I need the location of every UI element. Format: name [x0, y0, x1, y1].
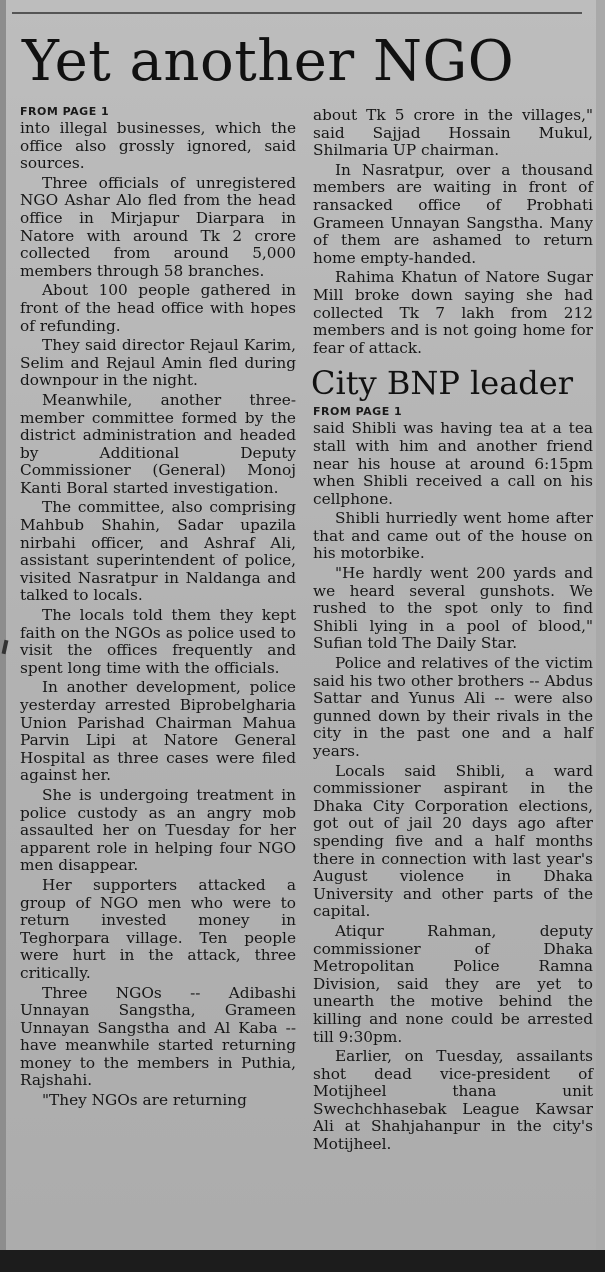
- paragraph: Her supporters attacked a group of NGO men who were to return invested money in Teghorpara village. Ten people were hurt in the attack, three critically.: [20, 875, 296, 982]
- paragraph: In Nasratpur, over a thousand members are waiting in front of ransacked office of Probhati Grameen Unnayan Sangstha. Many of them are ashamed to return home empty-handed.: [313, 160, 593, 267]
- paragraph: about Tk 5 crore in the villages," said Sajjad Hossain Mukul, Shilmaria UP chairman.: [313, 106, 593, 160]
- paragraph: The committee, also comprising Mahbub Shahin, Sadar upazila nirbahi officer, and Ashraf Ali, assistant superintendent of police, visited Nasratpur in Naldanga and talked to locals.: [20, 498, 296, 605]
- paragraph: Locals said Shibli, a ward commissioner aspirant in the Dhaka City Corporation elections, got out of jail 20 days ago after spending five and a half months there in connection with last year's August violence in Dhaka University and other parts of the capital.: [313, 761, 593, 921]
- paragraph: Three officials of unregistered NGO Ashar Alo fled from the head office in Mirjapur Diarpara in Natore with around Tk 2 crore collected from around 5,000 members through 58 branches.: [20, 173, 296, 280]
- headline: Yet another NGO: [22, 29, 515, 94]
- paragraph: Earlier, on Tuesday, assailants shot dead vice-president of Motijheel thana unit Swechchhasebak League Kawsar Ali at Shahjahanpur in the city's Motijheel.: [313, 1047, 593, 1154]
- jump-label: FROM PAGE 1: [313, 405, 403, 419]
- top-rule: [12, 12, 582, 14]
- paragraph: "They NGOs are returning: [42, 1091, 247, 1110]
- paragraph: Rahima Khatun of Natore Sugar Mill broke down saying she had collected Tk 7 lakh from 212 members and is not going home for fear of attack.: [313, 268, 593, 357]
- left-column: [20, 105, 296, 1110]
- paragraph: "He hardly went 200 yards and we heard several gunshots. We rushed to the spot only to find Shibli lying in a pool of blood," Sufian told The Daily Star.: [313, 564, 593, 653]
- subheadline: City BNP leader: [311, 364, 574, 403]
- paragraph: They said director Rejaul Karim, Selim and Rejaul Amin fled during downpour in the night.: [20, 336, 296, 390]
- paragraph: Meanwhile, another three-member committee formed by the district administration and headed by Additional Deputy Commissioner (General) Monoj Kanti Boral started investigation.: [20, 390, 296, 497]
- paragraph: About 100 people gathered in front of the head office with hopes of refunding.: [20, 281, 296, 335]
- paragraph: Police and relatives of the victim said his two other brothers -- Abdus Sattar and Yunus Ali -- were also gunned down by their rivals in the city in the past one and a half years.: [313, 654, 593, 760]
- scan-bottom-edge: [0, 1250, 605, 1272]
- paragraph: The locals told them they kept faith on the NGOs as police used to visit the offices frequently and spent long time with the officials.: [20, 606, 296, 677]
- paragraph: said Shibli was having tea at a tea stall with him and another friend near his house at around 6:15pm when Shibli received a call on his cellphone.: [313, 419, 593, 508]
- paragraph: Atiqur Rahman, deputy commissioner of Dhaka Metropolitan Police Ramna Division, said they are yet to unearth the motive behind the killing and none could be arrested till 9:30pm.: [313, 921, 593, 1046]
- right-column: [313, 107, 593, 1154]
- paragraph: Shibli hurriedly went home after that and came out of the house on his motorbike.: [313, 509, 593, 563]
- paragraph: Three NGOs -- Adibashi Unnayan Sangstha, Grameen Unnayan Sangstha and Al Kaba -- have meanwhile started returning money to the members in Puthia, Rajshahi.: [20, 983, 296, 1090]
- paragraph: She is undergoing treatment in police custody as an angry mob assaulted her on Tuesday for her apparent role in helping four NGO men disappear.: [20, 785, 296, 875]
- paragraph: into illegal businesses, which the office also grossly ignored, said sources.: [20, 119, 296, 173]
- jump-label: FROM PAGE 1: [20, 105, 110, 118]
- paragraph: In another development, police yesterday arrested Biprobelgharia Union Parishad Chairman Mahua Parvin Lipi at Natore General Hospital as three cases were filed against her.: [20, 678, 296, 785]
